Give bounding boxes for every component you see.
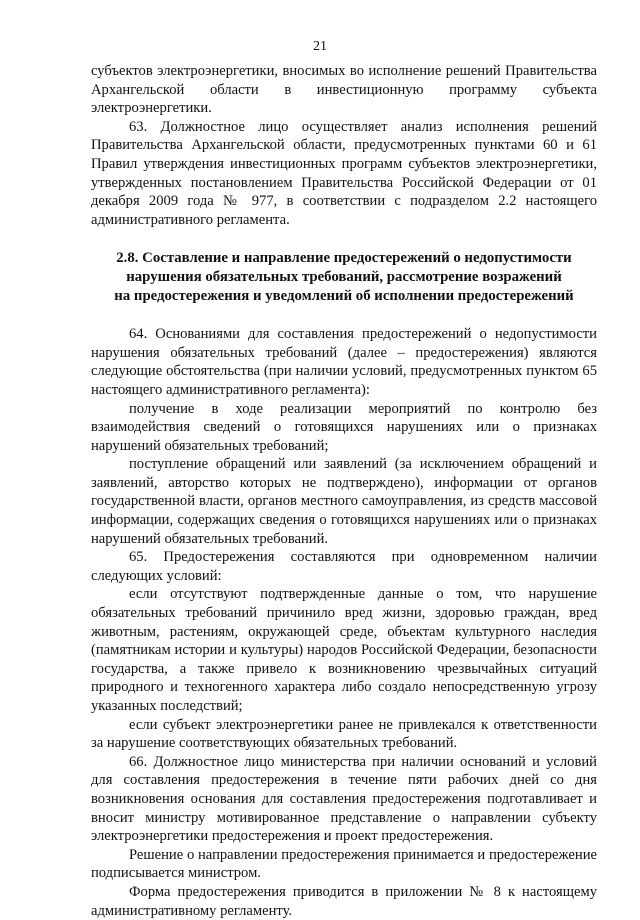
section-heading-2-8: [91, 249, 597, 305]
paragraph-65: 65. Предостережения составляются при одновременном наличии следующих условий:: [91, 549, 597, 584]
page-number: 21: [313, 39, 327, 54]
paragraph-64-item-1: получение в ходе реализации мероприятий по контролю без взаимодействия сведений о готовящихся нарушениях или о признаках нарушений обязательных требований;: [91, 400, 597, 454]
paragraph-66: 66. Должностное лицо министерства при наличии оснований и условий для составления предостережения в течение пяти рабочих дней со дня возникновения основания для составления предостережения подготавливает и вносит министру мотивированное представление о направлении субъекту электроэнергетики предостережения и проект предостережения.: [91, 753, 597, 845]
paragraph-form: Форма предостережения приводится в приложении № 8 к настоящему административному регламенту.: [91, 883, 597, 919]
paragraph-decision: Решение о направлении предостережения принимается и предостережение подписывается министром.: [91, 846, 597, 882]
heading-line-2: нарушения обязательных требований, рассмотрение возражений: [126, 268, 562, 285]
paragraph-63: 63. Должностное лицо осуществляет анализ исполнения решений Правительства Архангельской области, предусмотренных пунктами 60 и 61 Правил утверждения инвестиционных программ субъектов электроэнергетики, утвержденных постановлением Правительства Российской Федерации от 01 декабря 2009 года № 977, в соответствии с подразделом 2.2 настоящего административного регламента.: [91, 118, 597, 228]
paragraph-65-item-1: если отсутствуют подтвержденные данные о том, что нарушение обязательных требований причинило вред жизни, здоровью граждан, вред животным, растениям, окружающей среде, объектам культурного наследия (памятникам истории и культуры) народов Российской Федерации, безопасности государства, а также привело к возникновению чрезвычайных ситуаций природного и техногенного характера либо создало непосредственную угрозу указанных последствий;: [91, 586, 597, 714]
heading-line-3: на предостережения и уведомлений об исполнении предостережений: [114, 287, 574, 304]
paragraph-continuation: субъектов электроэнергетики, вносимых во исполнение решений Правительства Архангельской области в инвестиционную программу субъекта электроэнергетики.: [91, 63, 597, 117]
heading-line-1: 2.8. Составление и направление предостережений о недопустимости: [116, 250, 572, 267]
paragraph-64-item-2: поступление обращений или заявлений (за исключением обращений и заявлений, авторство которых не подтверждено), информации от органов государственной власти, органов местного самоуправления, из средств массовой информации, содержащих сведения о готовящихся нарушениях или о признаках нарушений обязательных требований.: [91, 456, 597, 547]
document-body: [91, 62, 597, 920]
paragraph-64: 64. Основаниями для составления предостережений о недопустимости нарушения обязательных требований (далее – предостережения) являются следующие обстоятельства (при наличии условий, предусмотренных пунктом 65 настоящего административного регламента):: [91, 326, 597, 398]
paragraph-65-item-2: если субъект электроэнергетики ранее не привлекался к ответственности за нарушение соответствующих обязательных требований.: [91, 716, 597, 752]
